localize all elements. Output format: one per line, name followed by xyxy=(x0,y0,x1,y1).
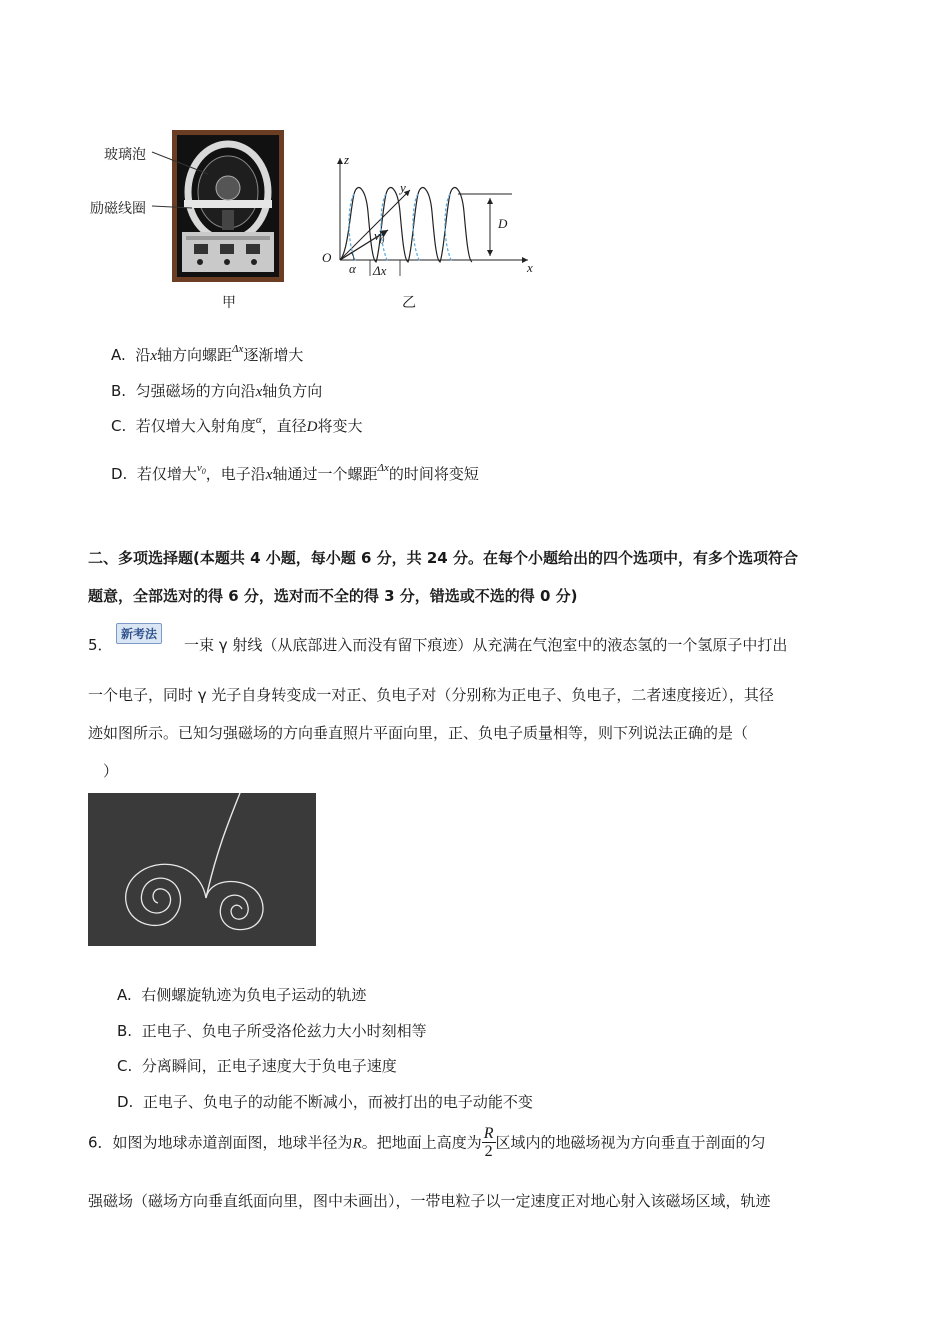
q4-option-c: C. 若仅增大入射角度$^\alpha$，直径D将变大 xyxy=(111,414,363,435)
label-glass-bulb: 玻璃泡 xyxy=(104,147,146,163)
q5-option-c: C. 分离瞬间，正电子速度大于负电子速度 xyxy=(117,1057,397,1075)
helix-path xyxy=(340,188,472,262)
angle-label: α xyxy=(349,261,356,276)
q5-line3: 迹如图所示。已知匀强磁场的方向垂直照片平面向里，正、负电子质量相等，则下列说法正确的是（ xyxy=(88,724,749,742)
fraction-r-over-2: $\frac{R}{2}$ xyxy=(483,1125,494,1160)
caption-jia: 甲 xyxy=(222,295,236,311)
q5-badge xyxy=(116,623,162,644)
section2-header-line1: 二、多项选择题(本题共 4 小题，每小题 6 分，共 24 分。在每个小题给出的四个选项中，有多个选项符合 xyxy=(88,549,798,567)
q5-number: 5． xyxy=(88,636,113,654)
axis-label-z: z xyxy=(344,152,350,167)
velocity-label: $v_0$ xyxy=(374,228,385,246)
bubble-chamber-photo xyxy=(88,793,316,946)
pointer-lines xyxy=(148,140,218,220)
q5-line2: 一个电子，同时 γ 光子自身转变成一对正、负电子对（分别称为正电子、负电子，二者速度接近），其径 xyxy=(88,686,774,704)
q6-line2: 强磁场（磁场方向垂直纸面向里，图中未画出），一带电粒子以一定速度正对地心射入该磁场区域，轨迹 xyxy=(88,1192,771,1210)
q4-option-b: B. 匀强磁场的方向沿x轴负方向 xyxy=(111,382,323,400)
q6-line1: 6．如图为地球赤道剖面图，地球半径为R。把地面上高度为 $\frac{R}{2}$ 区域内的地磁场视为方向垂直于剖面的匀 xyxy=(88,1125,766,1160)
q4-option-d: D. 若仅增大$^{v_0}$，电子沿x轴通过一个螺距$^{\Delta x}$的时间将变短 xyxy=(111,462,479,483)
q5-option-a: A. 右侧螺旋轨迹为负电子运动的轨迹 xyxy=(117,986,367,1004)
label-coil: 励磁线圈 xyxy=(90,201,146,217)
axis-label-y: y xyxy=(400,180,406,195)
diameter-label: D xyxy=(498,216,508,231)
origin-label: O xyxy=(322,250,332,265)
q5-option-b: B. 正电子、负电子所受洛伦兹力大小时刻相等 xyxy=(117,1022,427,1040)
caption-yi: 乙 xyxy=(402,295,416,311)
new-method-badge: 新考法 xyxy=(116,623,162,644)
axis-label-x: x xyxy=(527,260,533,275)
q5-line4: ） xyxy=(103,762,119,780)
q4-option-a: A. 沿x轴方向螺距$^{\Delta x}$逐渐增大 xyxy=(111,343,304,364)
q5-line1: 一束 γ 射线（从底部进入而没有留下痕迹）从充满在气泡室中的液态氢的一个氢原子中打出 xyxy=(184,636,788,654)
q5-option-d: D. 正电子、负电子的动能不断减小，而被打出的电子动能不变 xyxy=(117,1093,533,1111)
y-axis xyxy=(340,190,410,260)
section2-header-line2: 题意，全部选对的得 6 分，选对而不全的得 3 分，错选或不选的得 0 分) xyxy=(88,587,578,605)
pitch-label: Δx xyxy=(373,263,387,278)
